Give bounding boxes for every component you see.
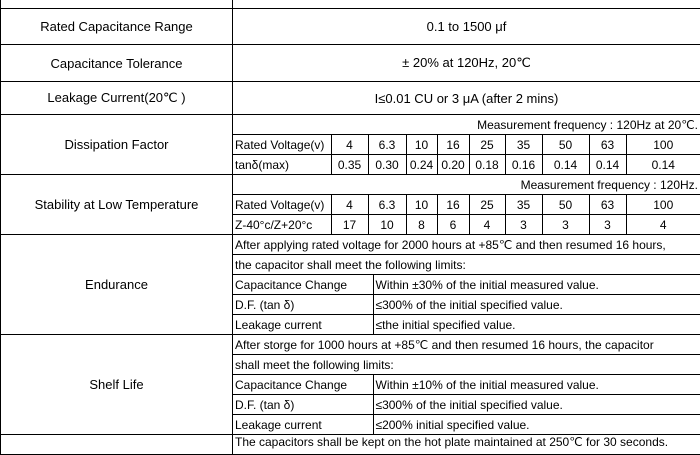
endurance-item-name: Leakage current <box>233 315 373 335</box>
voltage-cell: 35 <box>505 195 542 215</box>
tand-cell: 0.16 <box>505 155 542 175</box>
leakage-label: Leakage Current(20℃ ) <box>1 82 233 115</box>
tand-cell: 0.30 <box>368 155 406 175</box>
dissipation-tand-header: tanδ(max) <box>233 155 331 175</box>
shelf-life-item-name: D.F. (tan δ) <box>233 395 373 415</box>
low-temp-table <box>233 175 700 234</box>
tand-cell: 0.14 <box>542 155 589 175</box>
ratio-cell: 3 <box>542 215 589 235</box>
endurance-text-line1: After applying rated voltage for 2000 hours at +85℃ and then resumed 16 hours, <box>233 235 700 255</box>
endurance-table <box>233 235 700 334</box>
voltage-cell: 35 <box>505 135 542 155</box>
voltage-cell: 63 <box>589 135 626 155</box>
ratio-cell: 4 <box>626 215 700 235</box>
ratio-cell: 10 <box>368 215 406 235</box>
voltage-cell: 4 <box>331 195 368 215</box>
shelf-life-item-name: Capacitance Change <box>233 375 373 395</box>
shelf-life-item-value: Within ±10% of the initial measured value. <box>373 375 700 395</box>
endurance-item-value: ≤the initial specified value. <box>373 315 700 335</box>
dissipation-row <box>1 115 700 175</box>
shelf-life-table <box>233 335 700 434</box>
low-temp-voltage-header: Rated Voltage(v) <box>233 195 331 215</box>
ratio-cell: 3 <box>589 215 626 235</box>
top-partial-row <box>1 0 700 9</box>
ratio-cell: 6 <box>437 215 469 235</box>
shelf-life-text-line1: After storge for 1000 hours at +85℃ and then resumed 16 hours, the capacitor <box>233 335 700 355</box>
shelf-life-label: Shelf Life <box>1 335 233 435</box>
voltage-cell: 10 <box>406 195 437 215</box>
shelf-life-item-value: ≤200% initial specified value. <box>373 415 700 435</box>
tand-cell: 0.20 <box>437 155 469 175</box>
capacitance-range-row <box>1 9 700 45</box>
low-temp-measurement: Measurement frequency : 120Hz. <box>233 175 700 195</box>
voltage-cell: 100 <box>626 195 700 215</box>
tolerance-label: Capacitance Tolerance <box>1 45 233 82</box>
tand-cell: 0.14 <box>626 155 700 175</box>
endurance-item-value: Within ±30% of the initial measured value. <box>373 275 700 295</box>
leakage-row <box>1 82 700 115</box>
endurance-label: Endurance <box>1 235 233 335</box>
dissipation-table <box>233 115 700 174</box>
voltage-cell: 4 <box>331 135 368 155</box>
low-temp-row <box>1 175 700 235</box>
tand-cell: 0.35 <box>331 155 368 175</box>
tolerance-value: ± 20% at 120Hz, 20℃ <box>233 45 700 82</box>
voltage-cell: 25 <box>469 195 505 215</box>
dissipation-measurement: Measurement frequency : 120Hz at 20℃. <box>233 115 700 135</box>
ratio-cell: 8 <box>406 215 437 235</box>
ratio-cell: 4 <box>469 215 505 235</box>
voltage-cell: 16 <box>437 135 469 155</box>
tand-cell: 0.14 <box>589 155 626 175</box>
endurance-row <box>1 235 700 335</box>
ratio-cell: 3 <box>505 215 542 235</box>
voltage-cell: 100 <box>626 135 700 155</box>
endurance-item-name: Capacitance Change <box>233 275 373 295</box>
dissipation-label: Dissipation Factor <box>1 115 233 175</box>
voltage-cell: 50 <box>542 195 589 215</box>
hot-plate-text: The capacitors shall be kept on the hot plate maintained at 250℃ for 30 seconds. <box>233 435 700 455</box>
low-temp-ratio-header: Z-40°c/Z+20°c <box>233 215 331 235</box>
endurance-item-value: ≤300% of the initial specified value. <box>373 295 700 315</box>
endurance-text-line2: the capacitor shall meet the following limits: <box>233 255 700 275</box>
voltage-cell: 6.3 <box>368 135 406 155</box>
dissipation-voltage-header: Rated Voltage(v) <box>233 135 331 155</box>
ratio-cell: 17 <box>331 215 368 235</box>
capacitance-range-label: Rated Capacitance Range <box>1 9 233 45</box>
voltage-cell: 50 <box>542 135 589 155</box>
low-temp-label: Stability at Low Temperature <box>1 175 233 235</box>
voltage-cell: 16 <box>437 195 469 215</box>
last-row <box>1 435 700 455</box>
voltage-cell: 63 <box>589 195 626 215</box>
tand-cell: 0.24 <box>406 155 437 175</box>
shelf-life-item-name: Leakage current <box>233 415 373 435</box>
voltage-cell: 25 <box>469 135 505 155</box>
voltage-cell: 10 <box>406 135 437 155</box>
leakage-value: I≤0.01 CU or 3 μA (after 2 mins) <box>233 82 700 115</box>
voltage-cell: 6.3 <box>368 195 406 215</box>
shelf-life-item-value: ≤300% of the initial specified value. <box>373 395 700 415</box>
tand-cell: 0.18 <box>469 155 505 175</box>
shelf-life-text-line2: shall meet the following limits: <box>233 355 700 375</box>
tolerance-row <box>1 45 700 82</box>
endurance-item-name: D.F. (tan δ) <box>233 295 373 315</box>
capacitance-range-value: 0.1 to 1500 μf <box>233 9 700 45</box>
shelf-life-row <box>1 335 700 435</box>
